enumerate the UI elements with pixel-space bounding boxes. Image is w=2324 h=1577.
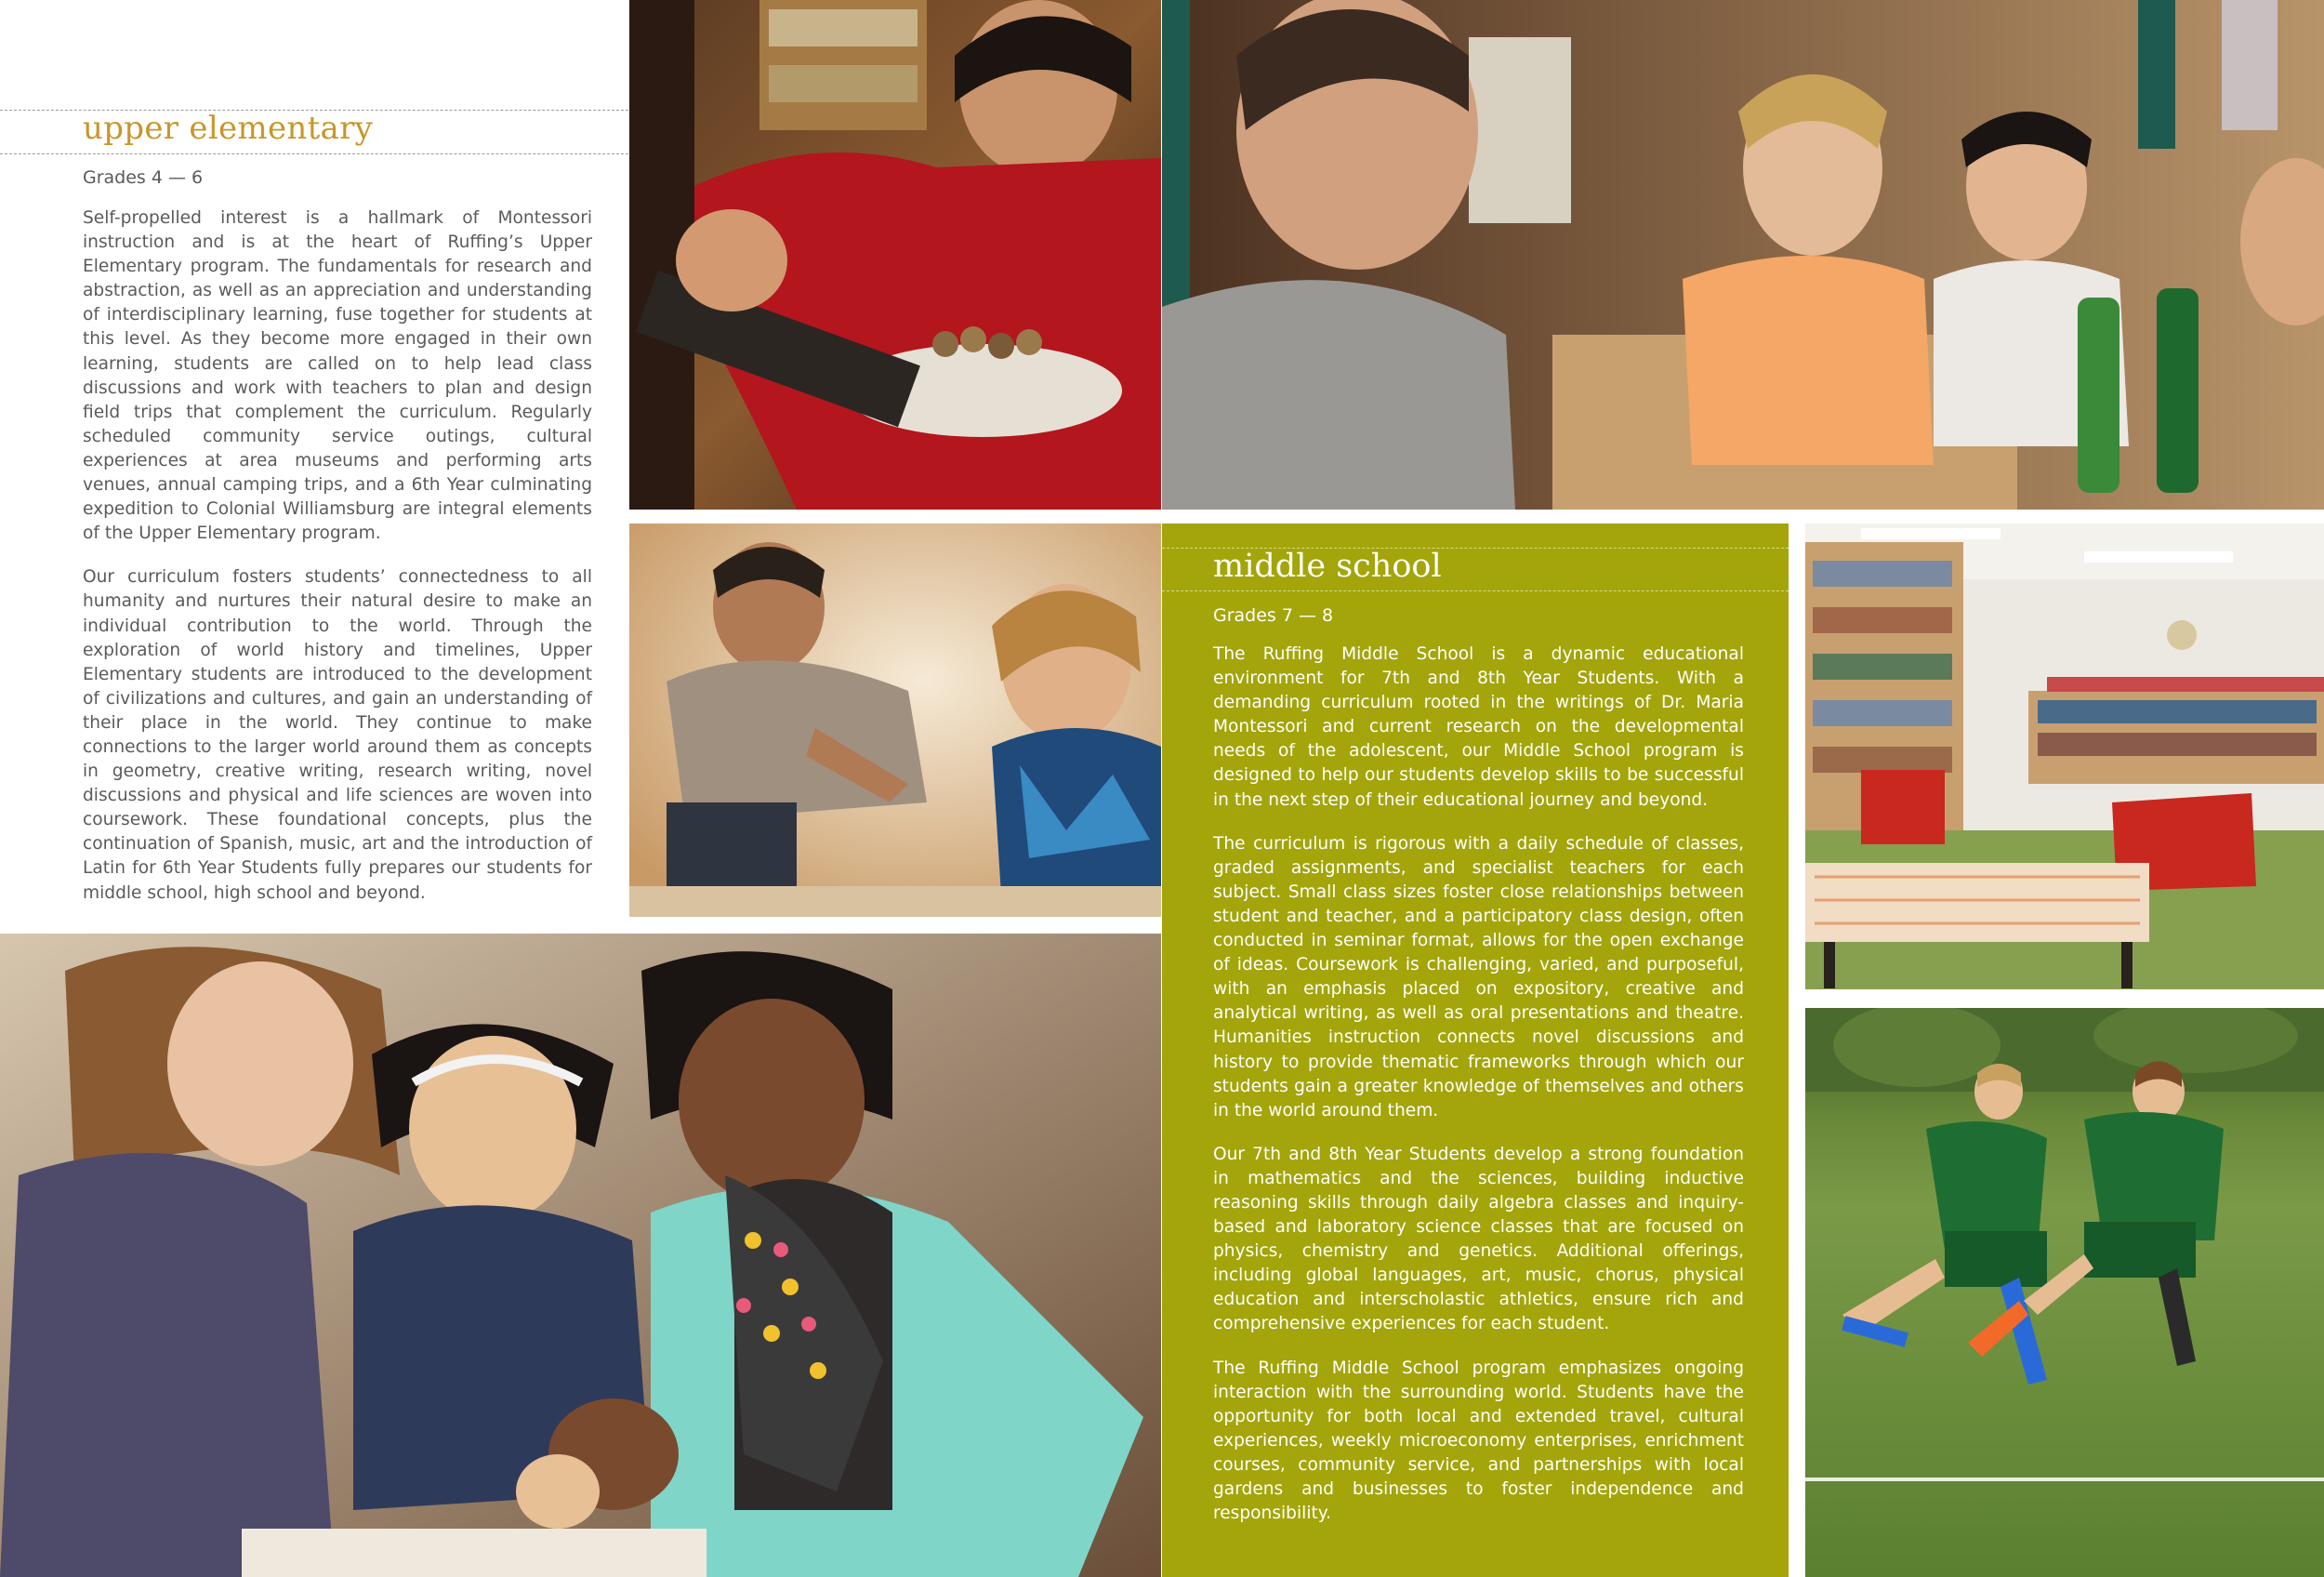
upper-elementary-grades: Grades 4 — 6 <box>83 167 204 188</box>
upper-elementary-bottom-rule <box>0 153 628 154</box>
middle-school-body <box>1213 643 1744 1545</box>
upper-elementary-body <box>83 206 592 925</box>
photo-teacher-helping-student <box>629 523 1161 917</box>
middle-school-paragraph: Our 7th and 8th Year Students develop a strong foundation in mathematics and the sciences, building inductive reasoning skills through daily algebra classes and inquiry-based and laboratory science classes that are focused on physics, chemistry and genetics. Additional offerings, including global languages, art, music, chorus, physical education and interscholastic athletics, ensure rich and comprehensive experiences for each student. <box>1213 1144 1744 1334</box>
middle-school-heading: middle school <box>1213 548 1442 585</box>
photo-soccer-players <box>1805 1008 2324 1577</box>
upper-elementary-heading: upper elementary <box>83 110 374 147</box>
middle-school-bottom-rule <box>1162 590 1789 591</box>
photo-teacher-and-students-discussion <box>1162 0 2324 510</box>
photo-school-library <box>1805 523 2324 989</box>
middle-school-paragraph: The Ruffing Middle School is a dynamic educational environment for 7th and 8th Year Students. With a demanding curriculum rooted in the writings of Dr. Maria Montessori and current research on the developmental needs of the adolescent, our Middle School program is designed to help our students develop skills to be successful in the next step of their educational journey and beyond. <box>1213 644 1744 810</box>
middle-school-grades: Grades 7 — 8 <box>1213 605 1334 626</box>
photo-boy-with-bead-material <box>629 0 1161 510</box>
upper-elementary-paragraph: Self-propelled interest is a hallmark of Montessori instruction and is at the heart of Ruffing’s Upper Elementary program. The fundamentals for research and abstraction, as well as an appreciation and understanding of interdisciplinary learning, fuse together for students at this level. As they become more engaged in their own learning, students are called on to help lead class discussions and work with teachers to plan and design field trips that complement the curriculum. Regularly scheduled community service outings, cultural experiences at area museums and performing arts venues, annual camping trips, and a 6th Year culminating expedition to Colonial Williamsburg are integral elements of the Upper Elementary program. <box>83 208 592 544</box>
photo-students-reading-together <box>0 934 1161 1577</box>
upper-elementary-paragraph: Our curriculum fosters students’ connectedness to all humanity and nurtures their natural desire to make an individual contribution to the world. Through the exploration of world history and timelines, Upper Elementary students are introduced to the development of civilizations and cultures, and gain an understanding of their place in the world. They continue to make connections to the larger world around them as concepts in geometry, creative writing, research writing, novel discussions and physical and life sciences are woven into coursework. These foundational concepts, plus the continuation of Spanish, music, art and the introduction of Latin for 6th Year Students fully prepares our students for middle school, high school and beyond. <box>83 567 592 903</box>
middle-school-paragraph: The Ruffing Middle School program emphasizes ongoing interaction with the surrounding world. Students have the opportunity for both local and extended travel, cultural experiences, weekly microeconomy enterprises, enrichment courses, community service, and partnerships with local gardens and businesses to foster independence and responsibility. <box>1213 1358 1744 1524</box>
middle-school-panel <box>1162 523 1789 1577</box>
middle-school-paragraph: The curriculum is rigorous with a daily schedule of classes, graded assignments, and specialist teachers for each subject. Small class sizes foster close relationships between student and teacher, and a participatory class design, often conducted in seminar format, allows for the open exchange of ideas. Coursework is challenging, varied, and purposeful, with an emphasis placed on expository, creative and analytical writing, as well as oral presentations and theatre. Humanities instruction connects novel discussions and history to provide thematic frameworks through which our students gain a greater knowledge of themselves and others in the world around them. <box>1213 833 1744 1120</box>
